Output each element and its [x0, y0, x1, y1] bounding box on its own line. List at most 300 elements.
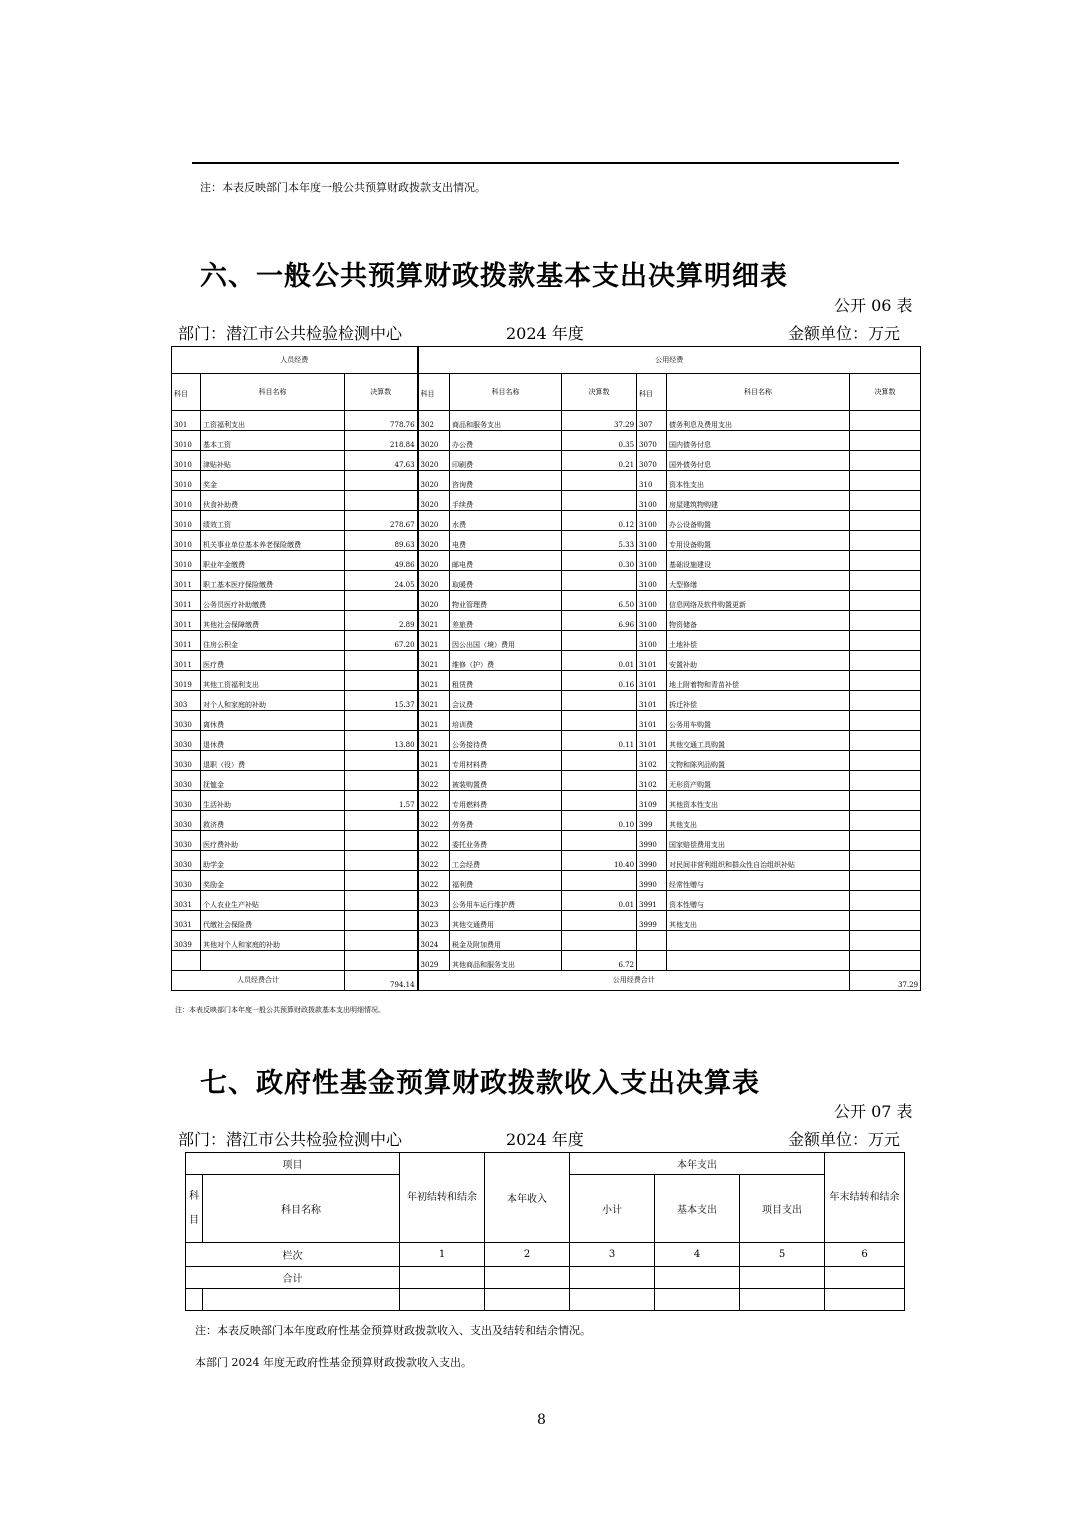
table-row: [172, 691, 921, 711]
table-row: [172, 571, 921, 591]
total-public-label: 公用经费合计: [418, 971, 850, 991]
table-row: [172, 891, 921, 911]
name-cell: [667, 951, 850, 971]
code-cell: 3030: [172, 791, 201, 811]
code-cell: 3020: [418, 491, 450, 511]
code-cell: 3030: [172, 751, 201, 771]
amount-cell: [345, 751, 418, 771]
amount-cell: 6.96: [562, 611, 637, 631]
name-cell: 大型修缮: [667, 571, 850, 591]
code-cell: 3101: [637, 671, 667, 691]
name-cell: 因公出国（境）费用: [450, 631, 562, 651]
amount-cell: [850, 511, 921, 531]
amount-cell: 6.50: [562, 591, 637, 611]
page-number: 8: [537, 1412, 546, 1428]
amount-cell: [562, 931, 637, 951]
table-row: [172, 631, 921, 651]
name-cell: 商品和服务支出: [450, 411, 562, 431]
amount-cell: 0.21: [562, 451, 637, 471]
amount-cell: [562, 871, 637, 891]
amount-cell: [850, 931, 921, 951]
name-cell: 税金及附加费用: [450, 931, 562, 951]
table-row: [172, 671, 921, 691]
name-cell: 公务用车购置: [667, 711, 850, 731]
amount-cell: [345, 491, 418, 511]
code-cell: [172, 951, 201, 971]
name-cell: 劳务费: [450, 811, 562, 831]
table-row: [172, 751, 921, 771]
code-cell: 3100: [637, 571, 667, 591]
code-cell: 3010: [172, 491, 201, 511]
code-cell: 3020: [418, 471, 450, 491]
header-project: 项目支出: [740, 1175, 825, 1243]
name-cell: 职业年金缴费: [201, 551, 345, 571]
col-number: 4: [655, 1243, 740, 1267]
name-cell: 退休费: [201, 731, 345, 751]
name-cell: 公务员医疗补助缴费: [201, 591, 345, 611]
amount-cell: [850, 691, 921, 711]
name-cell: 手续费: [450, 491, 562, 511]
code-cell: 3010: [172, 511, 201, 531]
name-cell: 拆迁补偿: [667, 691, 850, 711]
amount-cell: 2.89: [345, 611, 418, 631]
code-cell: 3030: [172, 711, 201, 731]
code-cell: 3991: [637, 891, 667, 911]
section7-unit: 金额单位：万元: [788, 1130, 901, 1149]
section6-code: 公开 06 表: [834, 296, 913, 315]
name-cell: 其他社会保障缴费: [201, 611, 345, 631]
amount-cell: [850, 611, 921, 631]
name-cell: 办公设备购置: [667, 511, 850, 531]
code-cell: 302: [418, 411, 450, 431]
col-amount-3: 决算数: [850, 374, 921, 411]
table-row: [172, 831, 921, 851]
table-row: [172, 451, 921, 471]
code-cell: 3030: [172, 851, 201, 871]
amount-cell: [562, 711, 637, 731]
code-cell: 3100: [637, 491, 667, 511]
code-cell: 3101: [637, 711, 667, 731]
code-cell: 3101: [637, 691, 667, 711]
header-item: 项目: [186, 1153, 400, 1175]
amount-cell: [850, 911, 921, 931]
name-cell: 安置补助: [667, 651, 850, 671]
name-cell: 房屋建筑物购建: [667, 491, 850, 511]
total-label: 合计: [186, 1267, 400, 1289]
amount-cell: [562, 631, 637, 651]
code-cell: 3010: [172, 431, 201, 451]
code-cell: 3010: [172, 551, 201, 571]
name-cell: 咨询费: [450, 471, 562, 491]
name-cell: 国家赔偿费用支出: [667, 831, 850, 851]
amount-cell: 278.67: [345, 511, 418, 531]
col-code-2: 科目: [418, 374, 450, 411]
amount-cell: [850, 431, 921, 451]
code-cell: 3022: [418, 851, 450, 871]
code-cell: 3100: [637, 551, 667, 571]
code-cell: 3031: [172, 891, 201, 911]
name-cell: 物资储备: [667, 611, 850, 631]
name-cell: 物业管理费: [450, 591, 562, 611]
name-cell: 其他支出: [667, 811, 850, 831]
name-cell: 公务接待费: [450, 731, 562, 751]
header-income: 本年收入: [485, 1153, 570, 1243]
code-cell: 399: [637, 811, 667, 831]
code-cell: 303: [172, 691, 201, 711]
table-row: [172, 551, 921, 571]
amount-cell: [345, 871, 418, 891]
code-cell: [637, 951, 667, 971]
name-cell: 文物和陈列品购置: [667, 751, 850, 771]
code-cell: 3023: [418, 891, 450, 911]
name-cell: 其他工资福利支出: [201, 671, 345, 691]
amount-cell: [850, 631, 921, 651]
amount-cell: [850, 831, 921, 851]
col-number: 5: [740, 1243, 825, 1267]
code-cell: 3022: [418, 871, 450, 891]
code-cell: 3101: [637, 651, 667, 671]
name-cell: 维修（护）费: [450, 651, 562, 671]
amount-cell: 49.86: [345, 551, 418, 571]
name-cell: 印刷费: [450, 451, 562, 471]
amount-cell: [562, 751, 637, 771]
code-cell: 3020: [418, 591, 450, 611]
code-cell: 3020: [418, 571, 450, 591]
col-name-1: 科目名称: [201, 374, 345, 411]
code-cell: 3021: [418, 711, 450, 731]
code-cell: 3100: [637, 591, 667, 611]
name-cell: 资本性支出: [667, 471, 850, 491]
header-subtotal: 小计: [570, 1175, 655, 1243]
amount-cell: 5.33: [562, 531, 637, 551]
name-cell: 对民间非营利组织和群众性自治组织补贴: [667, 851, 850, 871]
code-cell: 3021: [418, 751, 450, 771]
amount-cell: 0.10: [562, 811, 637, 831]
code-cell: 3102: [637, 751, 667, 771]
amount-cell: [850, 811, 921, 831]
amount-cell: 778.76: [345, 411, 418, 431]
name-cell: 福利费: [450, 871, 562, 891]
table-row: [172, 771, 921, 791]
name-cell: 国内债务付息: [667, 431, 850, 451]
name-cell: 津贴补贴: [201, 451, 345, 471]
code-cell: 3021: [418, 611, 450, 631]
amount-cell: [850, 571, 921, 591]
code-cell: 3022: [418, 831, 450, 851]
name-cell: 个人农业生产补贴: [201, 891, 345, 911]
totals-row: [172, 971, 921, 991]
code-cell: 3010: [172, 451, 201, 471]
amount-cell: [345, 591, 418, 611]
table-row: [172, 791, 921, 811]
name-cell: 工资福利支出: [201, 411, 345, 431]
code-cell: 3024: [418, 931, 450, 951]
amount-cell: 0.11: [562, 731, 637, 751]
code-cell: 3100: [637, 631, 667, 651]
amount-cell: [850, 791, 921, 811]
name-cell: 办公费: [450, 431, 562, 451]
amount-cell: [562, 911, 637, 931]
code-cell: 3030: [172, 811, 201, 831]
amount-cell: [850, 551, 921, 571]
amount-cell: [562, 571, 637, 591]
amount-cell: [850, 731, 921, 751]
group-public: 公用经费: [418, 347, 921, 374]
amount-cell: [345, 951, 418, 971]
code-cell: 3029: [418, 951, 450, 971]
gov-fund-table: [185, 1152, 905, 1311]
code-cell: 3011: [172, 591, 201, 611]
section7-note2: 本部门 2024 年度无政府性基金预算财政拨款收入支出。: [195, 1356, 472, 1369]
code-cell: 3031: [172, 911, 201, 931]
amount-cell: [345, 931, 418, 951]
amount-cell: 37.29: [562, 411, 637, 431]
amount-cell: 0.01: [562, 891, 637, 911]
amount-cell: [562, 771, 637, 791]
amount-cell: 0.35: [562, 431, 637, 451]
code-cell: 3010: [172, 531, 201, 551]
name-cell: [667, 931, 850, 951]
table-row: [172, 931, 921, 951]
code-cell: 3021: [418, 651, 450, 671]
section6-dept: 部门：潜江市公共检验检测中心: [178, 324, 403, 343]
code-cell: 3022: [418, 771, 450, 791]
code-cell: 3109: [637, 791, 667, 811]
col-name-3: 科目名称: [667, 374, 850, 411]
code-cell: 3102: [637, 771, 667, 791]
table-row: [172, 511, 921, 531]
code-cell: 3021: [418, 671, 450, 691]
code-cell: 3990: [637, 851, 667, 871]
code-cell: 3019: [172, 671, 201, 691]
table-row: [172, 871, 921, 891]
amount-cell: [345, 711, 418, 731]
name-cell: 取暖费: [450, 571, 562, 591]
name-cell: 对个人和家庭的补助: [201, 691, 345, 711]
amount-cell: 89.63: [345, 531, 418, 551]
code-cell: 301: [172, 411, 201, 431]
name-cell: 无形资产购置: [667, 771, 850, 791]
name-cell: 专用燃料费: [450, 791, 562, 811]
table-row: [172, 951, 921, 971]
code-cell: 3020: [418, 511, 450, 531]
code-cell: 3010: [172, 471, 201, 491]
code-cell: 3100: [637, 531, 667, 551]
code-cell: 3070: [637, 431, 667, 451]
amount-cell: [850, 651, 921, 671]
name-cell: [201, 951, 345, 971]
code-cell: 3020: [418, 431, 450, 451]
amount-cell: [850, 751, 921, 771]
amount-cell: [345, 811, 418, 831]
table-row: [172, 611, 921, 631]
table-row: [172, 491, 921, 511]
name-cell: 绩效工资: [201, 511, 345, 531]
col-code-3: 科目: [637, 374, 667, 411]
section7-year: 2024 年度: [506, 1130, 584, 1149]
name-cell: 其他对个人和家庭的补助: [201, 931, 345, 951]
header-code: 科目: [186, 1175, 203, 1243]
table-row: [172, 591, 921, 611]
top-rule: [192, 162, 899, 164]
name-cell: 信息网络及软件购置更新: [667, 591, 850, 611]
header-spend: 本年支出: [570, 1153, 825, 1175]
amount-cell: [345, 891, 418, 911]
code-cell: 3030: [172, 731, 201, 751]
name-cell: 代缴社会保险费: [201, 911, 345, 931]
name-cell: 其他商品和服务支出: [450, 951, 562, 971]
col-name-2: 科目名称: [450, 374, 562, 411]
name-cell: 机关事业单位基本养老保险缴费: [201, 531, 345, 551]
code-cell: 3011: [172, 571, 201, 591]
amount-cell: [850, 531, 921, 551]
total-public-value: 37.29: [850, 971, 921, 991]
name-cell: 伙食补助费: [201, 491, 345, 511]
name-cell: 国外债务付息: [667, 451, 850, 471]
code-cell: 3020: [418, 551, 450, 571]
section7-code: 公开 07 表: [834, 1102, 913, 1121]
col-code-1: 科目: [172, 374, 201, 411]
header-end: 年末结转和结余: [825, 1153, 905, 1243]
table-row: [172, 851, 921, 871]
code-cell: 3021: [418, 631, 450, 651]
name-cell: 差旅费: [450, 611, 562, 631]
amount-cell: 1.57: [345, 791, 418, 811]
name-cell: 基础设施建设: [667, 551, 850, 571]
name-cell: 其他交通工具购置: [667, 731, 850, 751]
name-cell: 电费: [450, 531, 562, 551]
amount-cell: [345, 831, 418, 851]
code-cell: 3030: [172, 771, 201, 791]
section6-unit: 金额单位：万元: [788, 324, 901, 343]
code-cell: 307: [637, 411, 667, 431]
name-cell: 退职（役）费: [201, 751, 345, 771]
section6-title: 六、一般公共预算财政拨款基本支出决算明细表: [200, 261, 788, 292]
name-cell: 医疗费补助: [201, 831, 345, 851]
header-basic: 基本支出: [655, 1175, 740, 1243]
name-cell: 经常性赠与: [667, 871, 850, 891]
amount-cell: 0.16: [562, 671, 637, 691]
amount-cell: [850, 891, 921, 911]
name-cell: 租赁费: [450, 671, 562, 691]
amount-cell: 10.40: [562, 851, 637, 871]
name-cell: 水费: [450, 511, 562, 531]
table-row: [172, 911, 921, 931]
name-cell: 专用材料费: [450, 751, 562, 771]
col-number: 3: [570, 1243, 655, 1267]
code-cell: 3011: [172, 651, 201, 671]
amount-cell: 15.37: [345, 691, 418, 711]
name-cell: 债务利息及费用支出: [667, 411, 850, 431]
amount-cell: 6.72: [562, 951, 637, 971]
name-cell: 助学金: [201, 851, 345, 871]
name-cell: 离休费: [201, 711, 345, 731]
table-row: [172, 811, 921, 831]
col-number: 1: [400, 1243, 485, 1267]
code-cell: 310: [637, 471, 667, 491]
name-cell: 专用设备购置: [667, 531, 850, 551]
amount-cell: [850, 851, 921, 871]
code-cell: 3023: [418, 911, 450, 931]
amount-cell: [850, 771, 921, 791]
name-cell: 奖励金: [201, 871, 345, 891]
code-cell: 3101: [637, 731, 667, 751]
code-cell: 3022: [418, 811, 450, 831]
amount-cell: [850, 711, 921, 731]
code-cell: 3999: [637, 911, 667, 931]
table-row: [172, 471, 921, 491]
amount-cell: [562, 491, 637, 511]
header-name: 科目名称: [203, 1175, 400, 1243]
table-row: [172, 651, 921, 671]
amount-cell: 0.01: [562, 651, 637, 671]
code-cell: [637, 931, 667, 951]
note-section5: 注：本表反映部门本年度一般公共预算财政拨款支出情况。: [200, 181, 486, 194]
amount-cell: [850, 671, 921, 691]
name-cell: 抚恤金: [201, 771, 345, 791]
col-number: 6: [825, 1243, 905, 1267]
amount-cell: [345, 911, 418, 931]
code-cell: 3100: [637, 611, 667, 631]
name-cell: 其他资本性支出: [667, 791, 850, 811]
name-cell: 土地补偿: [667, 631, 850, 651]
code-cell: 3990: [637, 871, 667, 891]
code-cell: 3070: [637, 451, 667, 471]
group-personnel: 人员经费: [172, 347, 418, 374]
code-cell: 3021: [418, 731, 450, 751]
code-cell: 3039: [172, 931, 201, 951]
name-cell: 委托业务费: [450, 831, 562, 851]
name-cell: 公务用车运行维护费: [450, 891, 562, 911]
table-row: [172, 731, 921, 751]
code-cell: 3011: [172, 611, 201, 631]
row-label: 栏次: [186, 1243, 400, 1267]
name-cell: 其他交通费用: [450, 911, 562, 931]
amount-cell: [850, 491, 921, 511]
amount-cell: [562, 791, 637, 811]
amount-cell: 67.20: [345, 631, 418, 651]
amount-cell: [345, 471, 418, 491]
table-row: [172, 711, 921, 731]
amount-cell: [850, 871, 921, 891]
name-cell: 资本性赠与: [667, 891, 850, 911]
code-cell: 3022: [418, 791, 450, 811]
name-cell: 救济费: [201, 811, 345, 831]
code-cell: 3030: [172, 831, 201, 851]
name-cell: 职工基本医疗保险缴费: [201, 571, 345, 591]
amount-cell: [345, 851, 418, 871]
amount-cell: [850, 471, 921, 491]
amount-cell: [345, 651, 418, 671]
name-cell: 被装购置费: [450, 771, 562, 791]
name-cell: 其他支出: [667, 911, 850, 931]
code-cell: 3021: [418, 691, 450, 711]
amount-cell: 47.63: [345, 451, 418, 471]
table-row: [172, 431, 921, 451]
section7-dept: 部门：潜江市公共检验检测中心: [178, 1130, 403, 1149]
code-cell: 3990: [637, 831, 667, 851]
amount-cell: [562, 471, 637, 491]
code-cell: 3011: [172, 631, 201, 651]
name-cell: 基本工资: [201, 431, 345, 451]
amount-cell: [850, 591, 921, 611]
code-cell: 3020: [418, 451, 450, 471]
name-cell: 地上附着物和青苗补偿: [667, 671, 850, 691]
name-cell: 住房公积金: [201, 631, 345, 651]
name-cell: 邮电费: [450, 551, 562, 571]
section6-year: 2024 年度: [506, 324, 584, 343]
amount-cell: [562, 831, 637, 851]
